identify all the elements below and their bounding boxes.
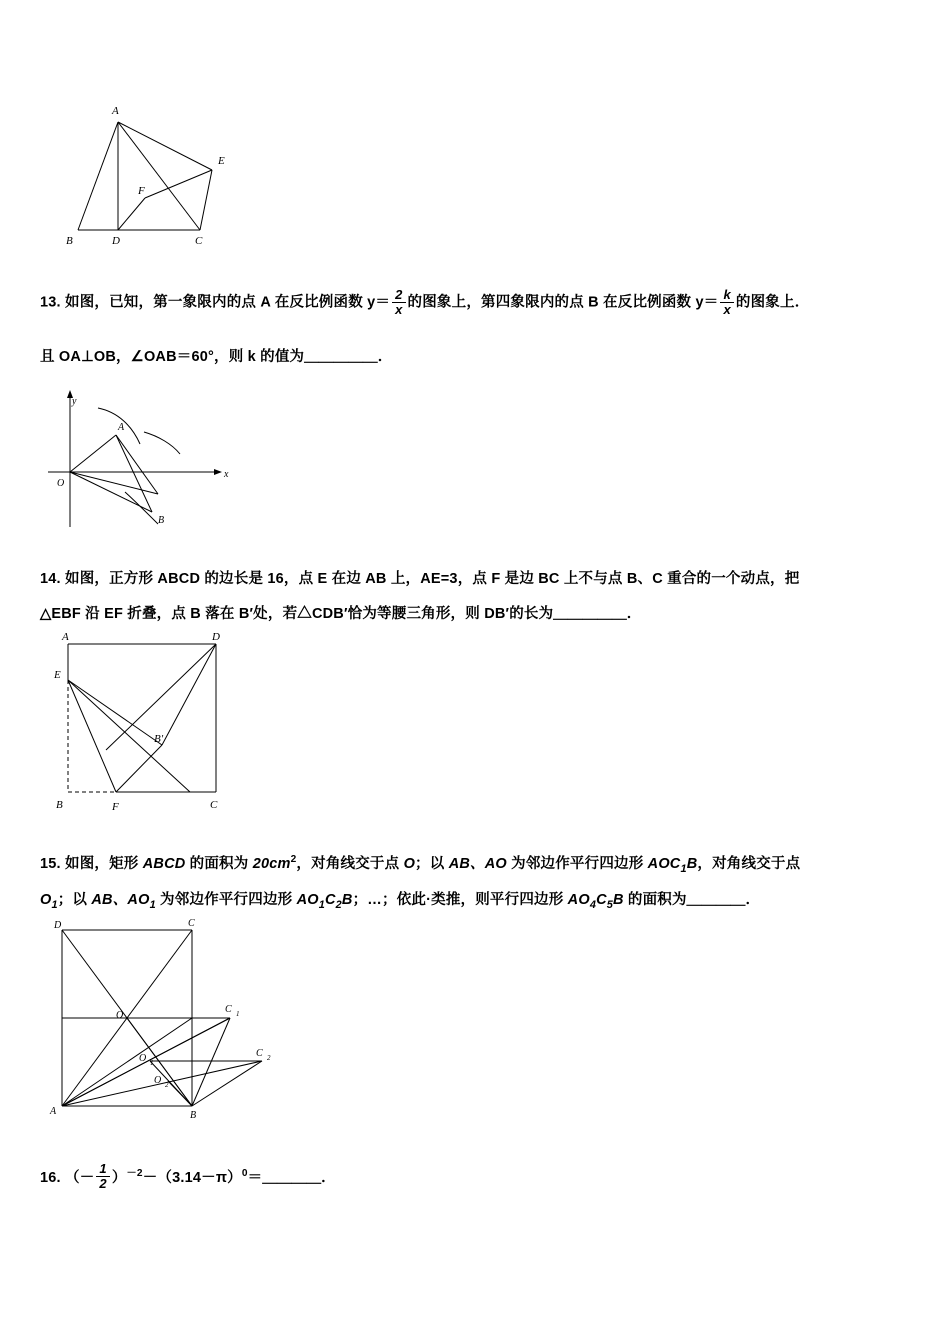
figure-label-B: B: [66, 235, 73, 247]
question-16-number: 16.: [40, 1169, 61, 1186]
parallelogram-label-O2-sub: 2: [165, 1081, 169, 1089]
question-14-line-2: △EBF 沿 EF 折叠，点 B 落在 B′处，若△CDB′恰为等腰三角形，则 DB′的长为＿＿＿＿＿．: [40, 606, 642, 622]
parallelogram-label-C1: C: [225, 1004, 232, 1015]
parallelogram-label-C2: C: [256, 1048, 263, 1059]
question-16-line: 16. （－ $\frac{1}{2}$ ）$^{-2}-(3.14-\pi)^0=\_\_\_\_$．: [40, 1161, 336, 1191]
question-14-line-1: 14. 如图，正方形 ABCD 的边长是 16，点 E 在边 AB 上，AE=3，点 F 是边 BC 上不与点 B、C 重合的一个动点，把: [40, 571, 800, 587]
square-label-E: E: [54, 669, 61, 681]
figure-question-15: [40, 918, 300, 1123]
square-label-C: C: [210, 799, 218, 811]
figure-question-13: [40, 382, 260, 537]
question-13-number: 13.: [40, 294, 61, 311]
parallelogram-label-C: C: [188, 918, 195, 929]
square-label-B-prime: B′: [154, 733, 164, 745]
parallelogram-label-O: O: [116, 1010, 124, 1021]
question-15-line-1: 15. 如图，矩形 ABCD 的面积为 $20cm^2$，对角线交于点 O；以 AB、AO 为邻边作平行四边形 $AOC_1B$，对角线交于点: [40, 854, 801, 875]
parallelogram-label-O2: O: [154, 1075, 162, 1086]
parallelogram-label-D: D: [54, 920, 62, 931]
parallelogram-label-C2-sub: 2: [267, 1054, 271, 1062]
axis-label-y: y: [72, 396, 77, 407]
square-label-D: D: [212, 631, 220, 643]
parallelogram-label-C1-sub: 1: [236, 1010, 240, 1018]
point-label-A: A: [118, 422, 125, 433]
question-15-number: 15.: [40, 856, 61, 872]
question-13-line-1: [40, 288, 809, 318]
figure-label-D: D: [112, 235, 120, 247]
square-label-B: B: [56, 799, 63, 811]
figure-question-14: [40, 632, 290, 827]
parallelogram-label-O1-sub: 1: [150, 1059, 154, 1067]
square-label-A: A: [62, 631, 69, 643]
origin-label-O: O: [57, 478, 65, 489]
axis-label-x: x: [224, 469, 229, 480]
point-label-B: B: [158, 515, 165, 526]
question-13-text-post: 的图象上．: [735, 294, 810, 311]
parallelogram-label-O1: O: [139, 1053, 147, 1064]
figure-top: [40, 90, 280, 250]
square-label-F: F: [112, 801, 119, 813]
fraction-2-over-x: $\frac{2}{x}$: [392, 288, 405, 318]
question-13-text-mid: 的图象上，第四象限内的点 B 在反比例函数 y＝: [407, 294, 719, 311]
question-13-line-2: 且 OA⊥OB，∠OAB＝60°，则 k 的值为＿＿＿＿＿．: [40, 349, 393, 365]
question-15-line-2: $O_1$；以 AB、$AO_1$ 为邻边作平行四边形 $AO_1C_2B$；…；依此·类推，则平行四边形 $AO_4C_5B$ 的面积为＿＿＿＿．: [40, 892, 761, 911]
parallelogram-label-A: A: [50, 1106, 57, 1117]
figure-label-E: E: [218, 155, 225, 167]
figure-label-C: C: [195, 235, 203, 247]
parallelogram-label-B: B: [190, 1110, 197, 1121]
figure-label-A: A: [112, 105, 119, 117]
fraction-one-half: $\frac{1}{2}$: [96, 1162, 109, 1192]
question-14-number: 14.: [40, 571, 61, 587]
figure-label-F: F: [138, 185, 145, 197]
fraction-k-over-x: $\frac{k}{x}$: [720, 288, 733, 318]
question-13-text-pre: 如图，已知，第一象限内的点 A 在反比例函数 y＝: [65, 294, 391, 311]
